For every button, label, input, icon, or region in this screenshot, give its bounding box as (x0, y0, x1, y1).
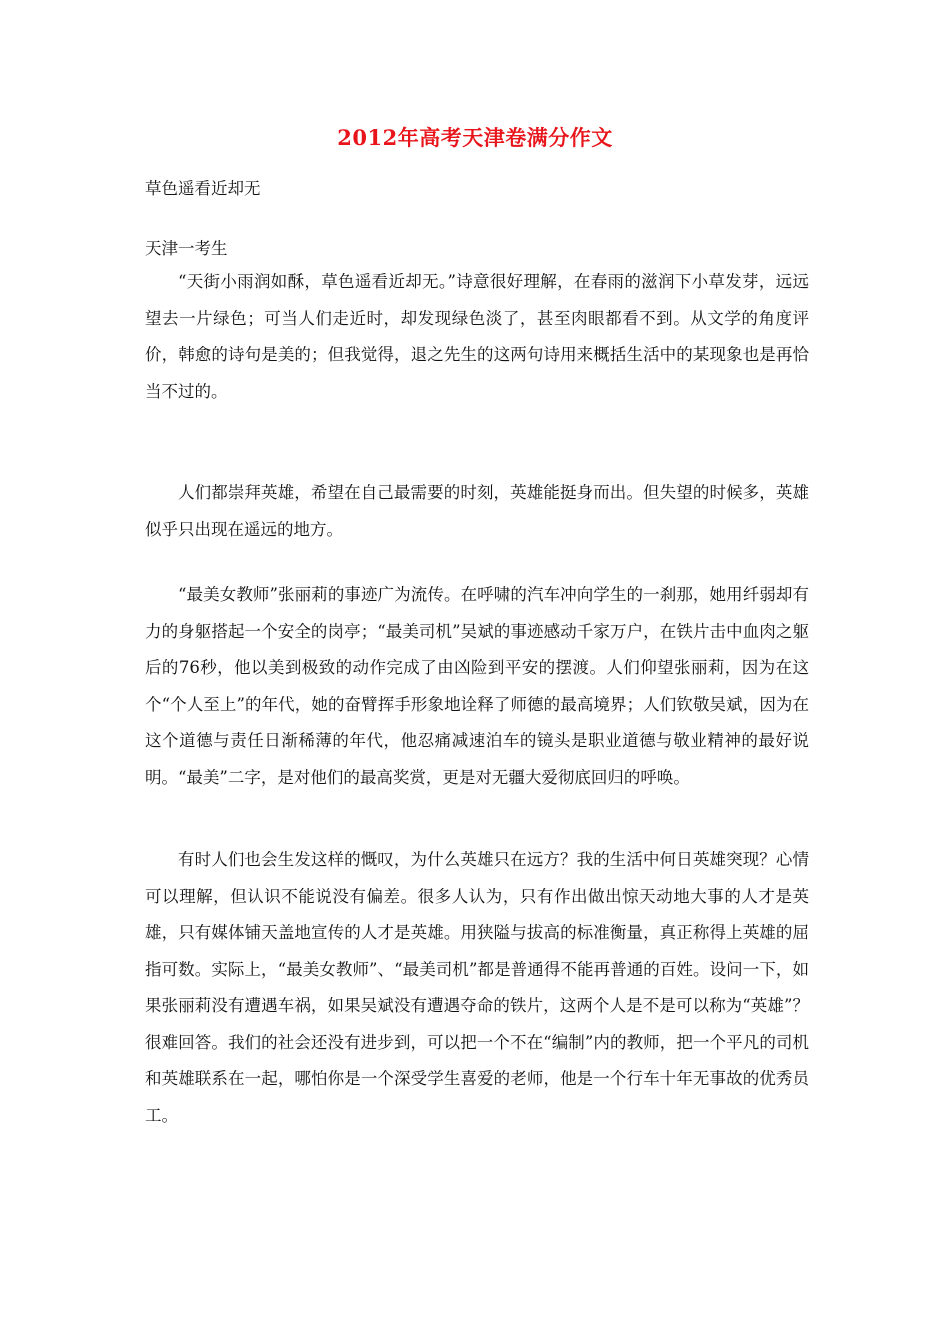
paragraph-3: “最美女教师”张丽莉的事迹广为流传。在呼啸的汽车冲向学生的一刹那，她用纤弱却有力的身躯搭起一个安全的岗亭；“最美司机”吴斌的事迹感动千家万户，在铁片击中血肉之躯后的76秒，他以美到极致的动作完成了由凶险到平安的摆渡。人们仰望张丽莉，因为在这个“个人至上”的年代，她的奋臂挥手形象地诠释了师德的最高境界；人们钦敬吴斌，因为在这个道德与责任日渐稀薄的年代，他忍痛减速泊车的镜头是职业道德与敬业精神的最好说明。“最美”二字，是对他们的最高奖赏，更是对无疆大爱彻底回归的呼唤。 (145, 585, 809, 787)
document-title: 2012年高考天津卷满分作文 (337, 125, 613, 150)
paragraph-2: 人们都崇拜英雄，希望在自己最需要的时刻，英雄能挺身而出。但失望的时候多，英雄似乎只出现在遥远的地方。 (145, 483, 809, 539)
paragraph-1: “天街小雨润如酥，草色遥看近却无。”诗意很好理解，在春雨的滋润下小草发芽，远远望去一片绿色；可当人们走近时，却发现绿色淡了，甚至肉眼都看不到。从文学的角度评价，韩愈的诗句是美的；但我觉得，退之先生的这两句诗用来概括生活中的某现象也是再恰当不过的。 (145, 272, 809, 401)
essay-title: 草色遥看近却无 (145, 179, 261, 198)
essay-author: 天津一考生 (145, 239, 228, 258)
paragraph-4: 有时人们也会生发这样的慨叹，为什么英雄只在远方？我的生活中何日英雄突现？心情可以理解，但认识不能说没有偏差。很多人认为，只有作出做出惊天动地大事的人才是英雄，只有媒体铺天盖地宣传的人才是英雄。用狭隘与拔高的标准衡量，真正称得上英雄的屈指可数。实际上，“最美女教师”、“最美司机”都是普通得不能再普通的百姓。设问一下，如果张丽莉没有遭遇车祸，如果吴斌没有遭遇夺命的铁片，这两个人是不是可以称为“英雄”？很难回答。我们的社会还没有进步到，可以把一个不在“编制”内的教师，把一个平凡的司机和英雄联系在一起，哪怕你是一个深受学生喜爱的老师，他是一个行车十年无事故的优秀员工。 (145, 850, 809, 1125)
